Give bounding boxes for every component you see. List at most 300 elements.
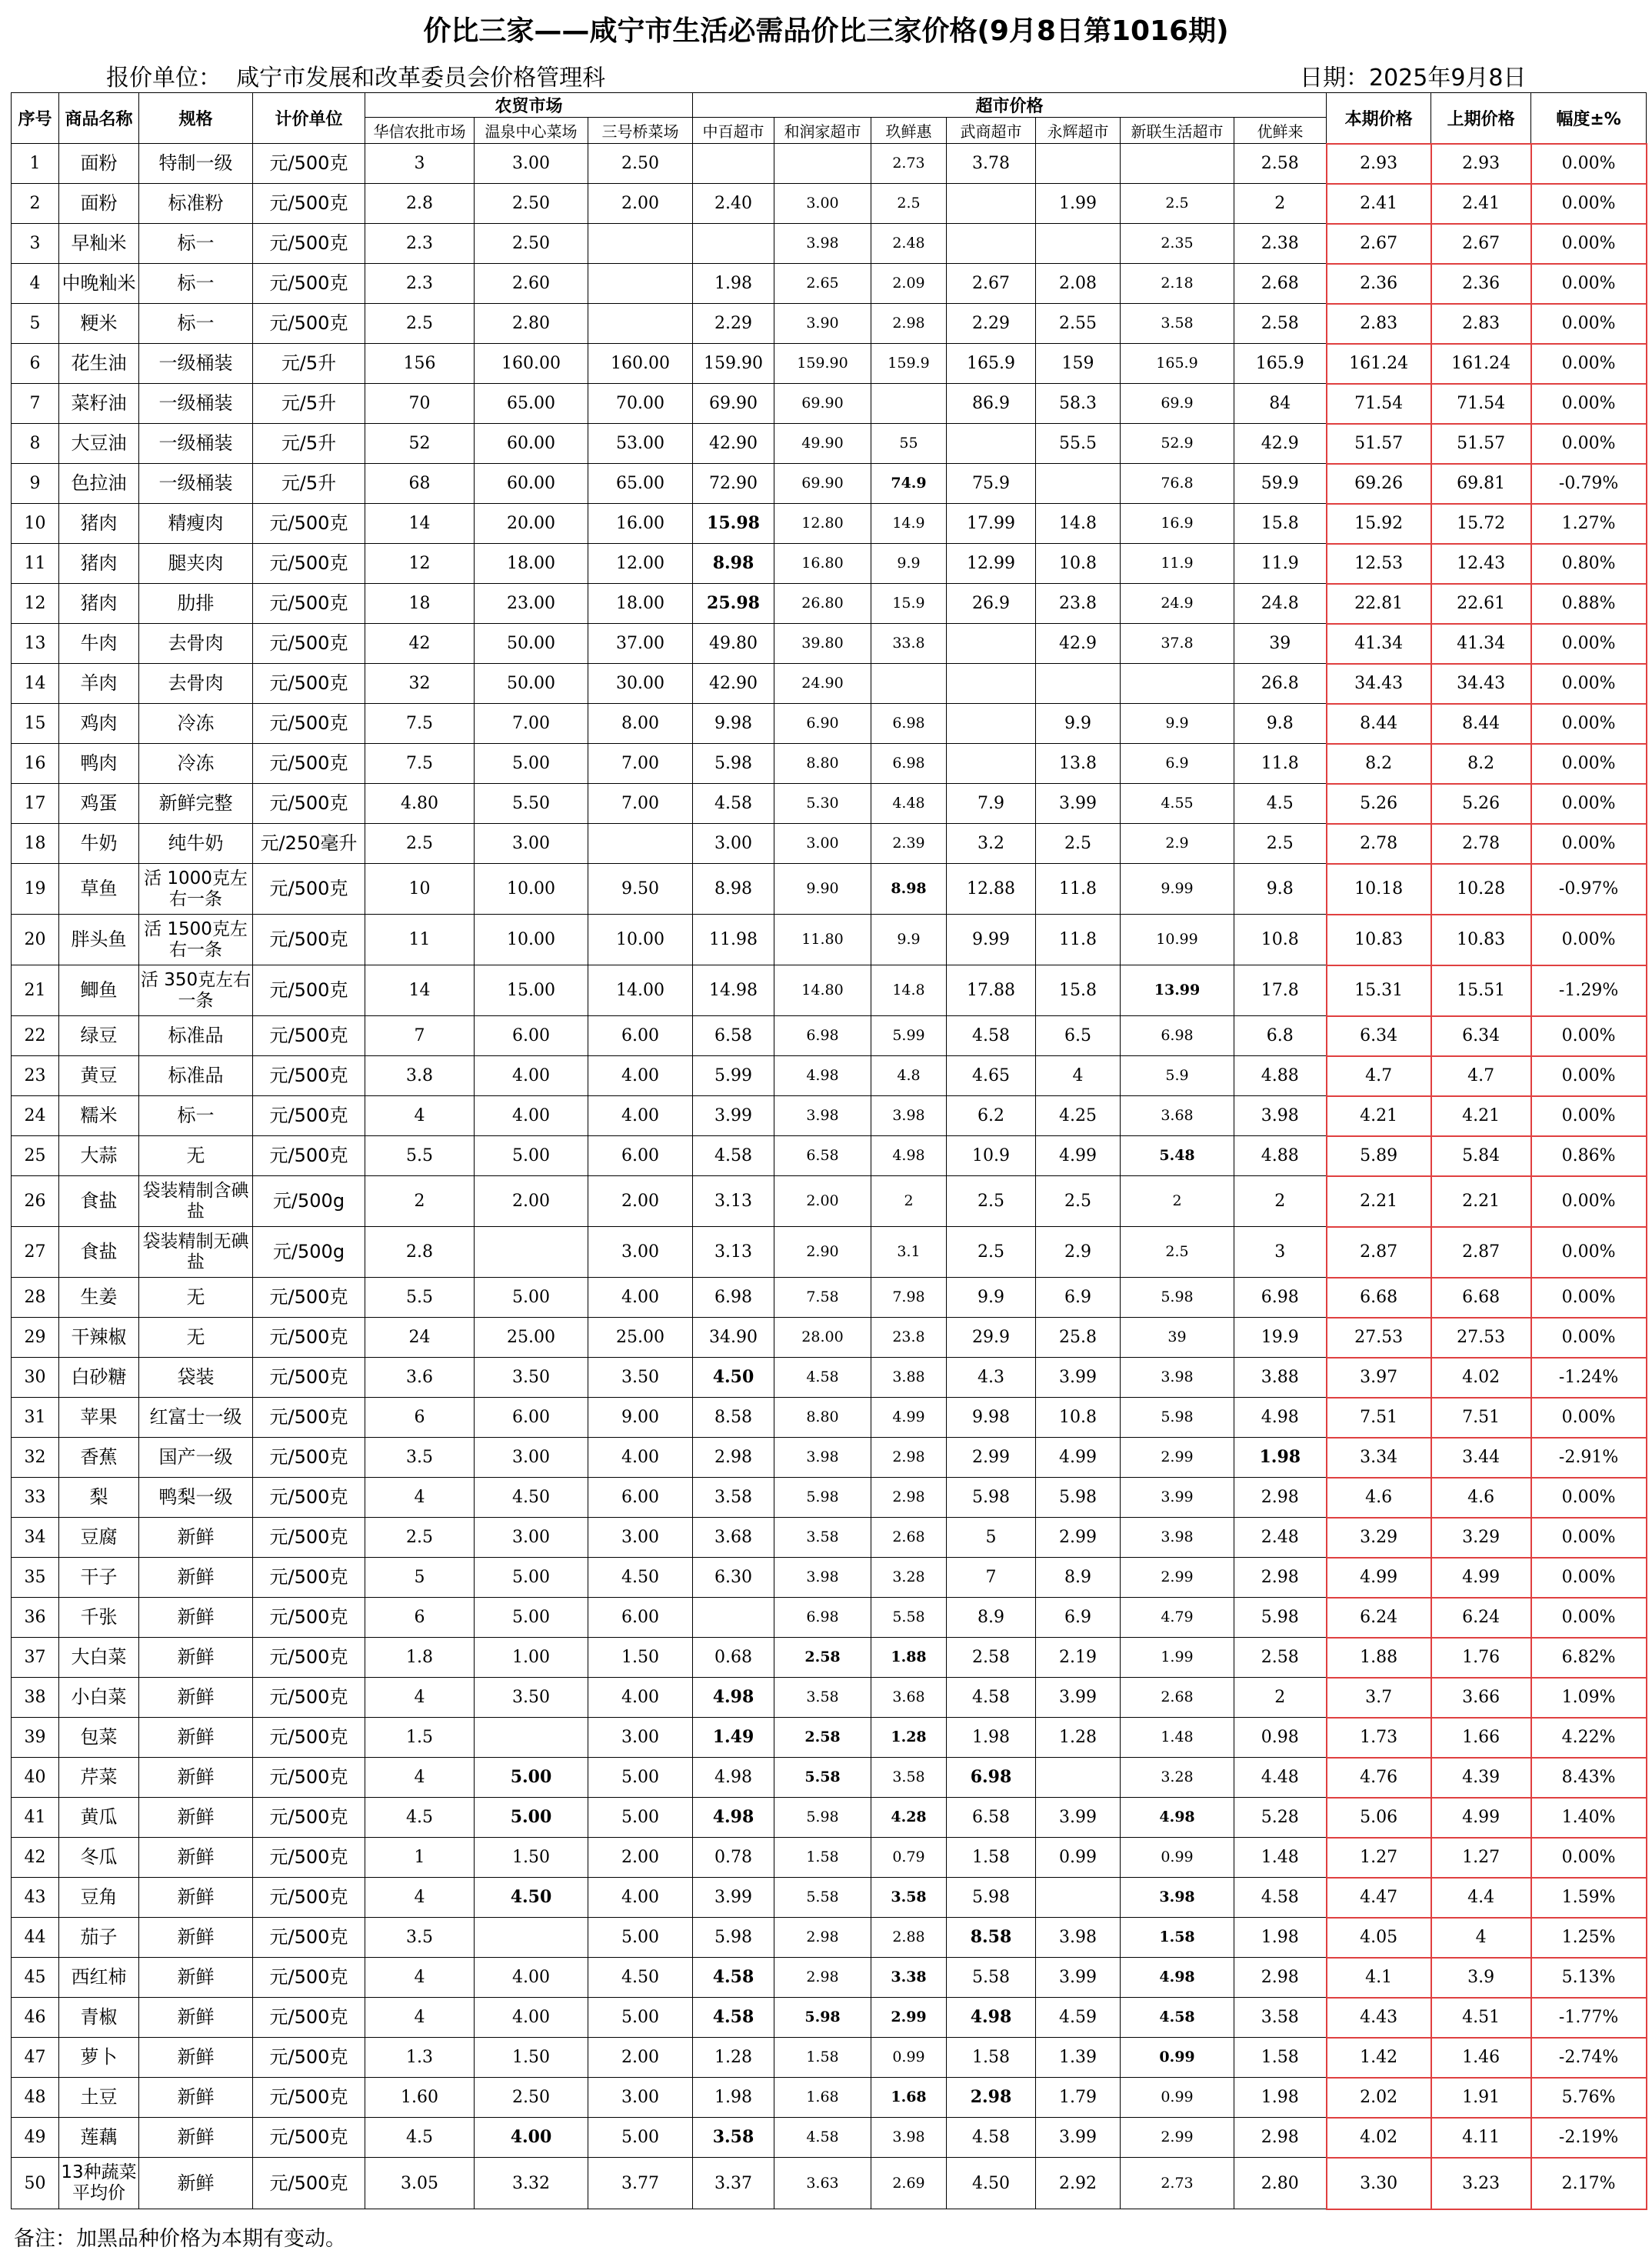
current-price-cell: 4.05 (1327, 1918, 1431, 1958)
supermarket-price-cell: 2.48 (1234, 1518, 1327, 1558)
table-row (12, 1278, 1647, 1318)
supermarket-price-cell: 5.48 (1121, 1136, 1234, 1176)
current-price-cell: 3.97 (1327, 1358, 1431, 1398)
name-cell: 鸭肉 (59, 744, 139, 784)
farm-price-cell: 42 (365, 624, 475, 664)
seq-cell: 29 (12, 1318, 59, 1358)
supermarket-price-cell: 12.99 (947, 544, 1036, 584)
supermarket-price-cell: 11.8 (1036, 915, 1121, 965)
previous-price-cell: 2.21 (1431, 1176, 1531, 1227)
supermarket-price-cell: 5.98 (1234, 1598, 1327, 1638)
change-cell: -1.77% (1531, 1998, 1647, 2038)
supermarket-price-cell: 4.98 (1121, 1798, 1234, 1838)
spec-cell: 标准品 (139, 1056, 253, 1096)
supermarket-price-cell: 4.58 (693, 1998, 774, 2038)
supermarket-price-cell: 14.9 (871, 504, 947, 544)
change-cell: 0.00% (1531, 784, 1647, 824)
supermarket-price-cell: 3.58 (1121, 304, 1234, 344)
spec-cell: 红富士一级 (139, 1398, 253, 1438)
spec-cell: 新鲜 (139, 1718, 253, 1758)
supermarket-price-cell: 2.98 (774, 1958, 871, 1998)
seq-cell: 4 (12, 264, 59, 304)
change-cell: 0.00% (1531, 1016, 1647, 1056)
change-cell: 0.80% (1531, 544, 1647, 584)
change-cell: 0.00% (1531, 1278, 1647, 1318)
farm-price-cell: 2.00 (588, 1176, 693, 1227)
unit-cell: 元/500克 (253, 1016, 365, 1056)
farm-price-cell: 2.50 (475, 184, 588, 224)
name-cell: 冬瓜 (59, 1838, 139, 1878)
header-supermarket-group: 超市价格 (693, 93, 1327, 118)
seq-cell: 1 (12, 144, 59, 184)
supermarket-price-cell: 42.90 (693, 424, 774, 464)
supermarket-price-cell: 3.13 (693, 1227, 774, 1278)
supermarket-price-cell: 5.98 (774, 1798, 871, 1838)
table-row (12, 704, 1647, 744)
spec-cell: 无 (139, 1136, 253, 1176)
supermarket-price-cell: 16.9 (1121, 504, 1234, 544)
supermarket-price-cell: 2 (871, 1176, 947, 1227)
name-cell: 13种蔬菜平均价 (59, 2158, 139, 2209)
name-cell: 鸡蛋 (59, 784, 139, 824)
farm-price-cell: 12 (365, 544, 475, 584)
supermarket-price-cell: 4.58 (947, 1678, 1036, 1718)
supermarket-price-cell: 6.98 (871, 744, 947, 784)
supermarket-price-cell: 3.13 (693, 1176, 774, 1227)
farm-price-cell: 7.5 (365, 704, 475, 744)
supermarket-price-cell: 1.58 (947, 2038, 1036, 2078)
supermarket-price-cell: 6.58 (693, 1016, 774, 1056)
table-row (12, 1358, 1647, 1398)
supermarket-price-cell: 3.98 (774, 224, 871, 264)
supermarket-price-cell: 14.8 (1036, 504, 1121, 544)
supermarket-price-cell: 3.2 (947, 824, 1036, 864)
supermarket-price-cell: 86.9 (947, 384, 1036, 424)
seq-cell: 31 (12, 1398, 59, 1438)
farm-price-cell: 3.00 (588, 1227, 693, 1278)
supermarket-price-cell (693, 144, 774, 184)
supermarket-price-cell: 5.98 (693, 1918, 774, 1958)
farm-price-cell: 20.00 (475, 504, 588, 544)
supermarket-price-cell: 9.99 (1121, 864, 1234, 915)
current-price-cell: 6.24 (1327, 1598, 1431, 1638)
unit-cell: 元/500克 (253, 1056, 365, 1096)
farm-price-cell: 10.00 (475, 915, 588, 965)
spec-cell: 活 1500克左右一条 (139, 915, 253, 965)
supermarket-price-cell: 11.8 (1036, 864, 1121, 915)
supermarket-price-cell: 1.48 (1121, 1718, 1234, 1758)
seq-cell: 46 (12, 1998, 59, 2038)
supermarket-price-cell: 6.9 (1036, 1278, 1121, 1318)
farm-price-cell: 3.00 (588, 2078, 693, 2118)
table-row (12, 1598, 1647, 1638)
farm-price-cell: 156 (365, 344, 475, 384)
previous-price-cell: 3.29 (1431, 1518, 1531, 1558)
unit-cell: 元/5升 (253, 424, 365, 464)
supermarket-price-cell: 2.98 (1234, 1958, 1327, 1998)
farm-price-cell: 4.00 (475, 2118, 588, 2158)
change-cell: -2.91% (1531, 1438, 1647, 1478)
farm-price-cell: 50.00 (475, 624, 588, 664)
supermarket-price-cell: 3.68 (693, 1518, 774, 1558)
supermarket-price-cell: 69.90 (774, 464, 871, 504)
current-price-cell: 4.43 (1327, 1998, 1431, 2038)
table-row (12, 424, 1647, 464)
header-current: 本期价格 (1327, 93, 1431, 144)
unit-cell: 元/500克 (253, 1358, 365, 1398)
previous-price-cell: 1.27 (1431, 1838, 1531, 1878)
supermarket-price-cell: 2.98 (947, 2078, 1036, 2118)
seq-cell: 33 (12, 1478, 59, 1518)
unit-cell: 元/500克 (253, 1318, 365, 1358)
supermarket-price-cell: 6.90 (774, 704, 871, 744)
current-price-cell: 51.57 (1327, 424, 1431, 464)
supermarket-price-cell: 3.99 (1121, 1478, 1234, 1518)
farm-price-cell: 5.5 (365, 1278, 475, 1318)
farm-price-cell: 2.5 (365, 304, 475, 344)
supermarket-price-cell: 15.9 (871, 584, 947, 624)
supermarket-price-cell: 1.98 (693, 264, 774, 304)
supermarket-price-cell: 9.8 (1234, 864, 1327, 915)
supermarket-price-cell: 3.98 (774, 1558, 871, 1598)
unit-cell: 元/500克 (253, 704, 365, 744)
table-row (12, 1518, 1647, 1558)
supermarket-price-cell: 0.99 (871, 2038, 947, 2078)
supermarket-price-cell: 69.90 (774, 384, 871, 424)
table-row (12, 2158, 1647, 2209)
supermarket-price-cell: 9.9 (947, 1278, 1036, 1318)
change-cell: 0.00% (1531, 1478, 1647, 1518)
change-cell: -2.19% (1531, 2118, 1647, 2158)
supermarket-price-cell: 4.98 (1121, 1958, 1234, 1998)
supermarket-price-cell: 5.98 (1036, 1478, 1121, 1518)
supermarket-price-cell (947, 744, 1036, 784)
header-farm-market: 华信农批市场 (365, 118, 475, 144)
supermarket-price-cell: 3.88 (871, 1358, 947, 1398)
table-row (12, 784, 1647, 824)
supermarket-price-cell: 159.90 (774, 344, 871, 384)
supermarket-price-cell: 4.98 (1234, 1398, 1327, 1438)
name-cell: 西红柿 (59, 1958, 139, 1998)
supermarket-price-cell: 17.99 (947, 504, 1036, 544)
unit-cell: 元/500克 (253, 1758, 365, 1798)
supermarket-price-cell: 4.65 (947, 1056, 1036, 1096)
spec-cell: 新鲜 (139, 1798, 253, 1838)
spec-cell: 袋装 (139, 1358, 253, 1398)
change-cell: 0.00% (1531, 1176, 1647, 1227)
supermarket-price-cell: 4.25 (1036, 1096, 1121, 1136)
spec-cell: 鸭梨一级 (139, 1478, 253, 1518)
spec-cell: 新鲜 (139, 1558, 253, 1598)
farm-price-cell: 10.00 (475, 864, 588, 915)
change-cell: 0.00% (1531, 184, 1647, 224)
unit-cell: 元/500克 (253, 1998, 365, 2038)
supermarket-price-cell (947, 664, 1036, 704)
supermarket-price-cell: 4.58 (1121, 1998, 1234, 2038)
supermarket-price-cell: 5.98 (1121, 1278, 1234, 1318)
supermarket-price-cell: 2.5 (1036, 824, 1121, 864)
current-price-cell: 8.2 (1327, 744, 1431, 784)
name-cell: 小白菜 (59, 1678, 139, 1718)
header-supermarket: 优鲜来 (1234, 118, 1327, 144)
supermarket-price-cell: 23.8 (1036, 584, 1121, 624)
supermarket-price-cell: 8.58 (947, 1918, 1036, 1958)
supermarket-price-cell: 8.98 (693, 864, 774, 915)
unit-cell: 元/500克 (253, 584, 365, 624)
supermarket-price-cell: 55.5 (1036, 424, 1121, 464)
farm-price-cell: 4 (365, 1678, 475, 1718)
supermarket-price-cell (947, 184, 1036, 224)
supermarket-price-cell: 5.98 (693, 744, 774, 784)
spec-cell: 新鲜 (139, 1678, 253, 1718)
previous-price-cell: 4.51 (1431, 1998, 1531, 2038)
unit-cell: 元/500克 (253, 2038, 365, 2078)
supermarket-price-cell: 84 (1234, 384, 1327, 424)
name-cell: 食盐 (59, 1227, 139, 1278)
unit-cell: 元/500克 (253, 1438, 365, 1478)
farm-price-cell: 4 (365, 1958, 475, 1998)
supermarket-price-cell: 1.98 (1234, 2078, 1327, 2118)
supermarket-price-cell: 2.09 (871, 264, 947, 304)
supermarket-price-cell: 3.99 (693, 1096, 774, 1136)
farm-price-cell: 4.00 (475, 1096, 588, 1136)
supermarket-price-cell: 14.98 (693, 965, 774, 1016)
change-cell: 0.00% (1531, 1398, 1647, 1438)
farm-price-cell: 1.50 (588, 1638, 693, 1678)
supermarket-price-cell: 0.99 (1121, 1838, 1234, 1878)
farm-price-cell: 4 (365, 1878, 475, 1918)
supermarket-price-cell (1036, 464, 1121, 504)
supermarket-price-cell: 39 (1121, 1318, 1234, 1358)
supermarket-price-cell: 1.28 (871, 1718, 947, 1758)
change-cell: 0.00% (1531, 384, 1647, 424)
table-row (12, 1758, 1647, 1798)
unit-cell: 元/500克 (253, 1718, 365, 1758)
unit-cell: 元/250毫升 (253, 824, 365, 864)
name-cell: 土豆 (59, 2078, 139, 2118)
supermarket-price-cell: 24.8 (1234, 584, 1327, 624)
current-price-cell: 71.54 (1327, 384, 1431, 424)
seq-cell: 34 (12, 1518, 59, 1558)
table-row (12, 584, 1647, 624)
table-row (12, 1798, 1647, 1838)
supermarket-price-cell: 3.58 (774, 1678, 871, 1718)
supermarket-price-cell: 3.63 (774, 2158, 871, 2209)
supermarket-price-cell: 24.90 (774, 664, 871, 704)
supermarket-price-cell: 6.98 (693, 1278, 774, 1318)
supermarket-price-cell: 2.58 (1234, 304, 1327, 344)
farm-price-cell: 3.50 (475, 1358, 588, 1398)
previous-price-cell: 4.21 (1431, 1096, 1531, 1136)
seq-cell: 45 (12, 1958, 59, 1998)
supermarket-price-cell: 17.8 (1234, 965, 1327, 1016)
table-row (12, 1096, 1647, 1136)
farm-price-cell: 3.6 (365, 1358, 475, 1398)
unit-cell: 元/500克 (253, 144, 365, 184)
supermarket-price-cell: 72.90 (693, 464, 774, 504)
change-cell: 0.00% (1531, 264, 1647, 304)
name-cell: 香蕉 (59, 1438, 139, 1478)
table-row (12, 144, 1647, 184)
supermarket-price-cell: 9.9 (1036, 704, 1121, 744)
farm-price-cell: 2.50 (588, 144, 693, 184)
previous-price-cell: 69.81 (1431, 464, 1531, 504)
supermarket-price-cell: 7 (947, 1558, 1036, 1598)
seq-cell: 20 (12, 915, 59, 965)
change-cell: 4.22% (1531, 1718, 1647, 1758)
seq-cell: 48 (12, 2078, 59, 2118)
spec-cell: 活 1000克左右一条 (139, 864, 253, 915)
supermarket-price-cell: 3.37 (693, 2158, 774, 2209)
supermarket-price-cell: 5.98 (1121, 1398, 1234, 1438)
seq-cell: 37 (12, 1638, 59, 1678)
table-body (12, 144, 1647, 2209)
supermarket-price-cell: 5.30 (774, 784, 871, 824)
farm-price-cell: 9.50 (588, 864, 693, 915)
supermarket-price-cell: 3.68 (1121, 1096, 1234, 1136)
seq-cell: 11 (12, 544, 59, 584)
farm-price-cell: 1.5 (365, 1718, 475, 1758)
supermarket-price-cell: 8.80 (774, 1398, 871, 1438)
supermarket-price-cell: 2.5 (1121, 184, 1234, 224)
supermarket-price-cell: 2.5 (1036, 1176, 1121, 1227)
farm-price-cell: 5 (365, 1558, 475, 1598)
farm-price-cell: 1.50 (475, 1838, 588, 1878)
supermarket-price-cell: 6.5 (1036, 1016, 1121, 1056)
unit-cell: 元/500克 (253, 1798, 365, 1838)
change-cell: 0.00% (1531, 224, 1647, 264)
table-row (12, 1478, 1647, 1518)
header-farm-market: 温泉中心菜场 (475, 118, 588, 144)
supermarket-price-cell: 10.9 (947, 1136, 1036, 1176)
table-row (12, 915, 1647, 965)
unit-cell: 元/500g (253, 1176, 365, 1227)
farm-price-cell: 6.00 (475, 1016, 588, 1056)
spec-cell: 新鲜 (139, 1758, 253, 1798)
current-price-cell: 4.76 (1327, 1758, 1431, 1798)
seq-cell: 13 (12, 624, 59, 664)
farm-price-cell: 14 (365, 965, 475, 1016)
supermarket-price-cell: 55 (871, 424, 947, 464)
supermarket-price-cell: 6.98 (871, 704, 947, 744)
farm-price-cell: 6.00 (588, 1136, 693, 1176)
spec-cell: 新鲜 (139, 1958, 253, 1998)
farm-price-cell: 60.00 (475, 424, 588, 464)
page-title: 价比三家——咸宁市生活必需品价比三家价格(9月8日第1016期) (423, 15, 1229, 47)
farm-price-cell (475, 1227, 588, 1278)
current-price-cell: 4.21 (1327, 1096, 1431, 1136)
farm-price-cell: 3.32 (475, 2158, 588, 2209)
farm-price-cell: 4.00 (588, 1878, 693, 1918)
previous-price-cell: 3.9 (1431, 1958, 1531, 1998)
change-cell: 0.00% (1531, 1227, 1647, 1278)
supermarket-price-cell: 3.38 (871, 1958, 947, 1998)
farm-price-cell: 4.80 (365, 784, 475, 824)
supermarket-price-cell: 3.98 (1121, 1358, 1234, 1398)
table-row (12, 2038, 1647, 2078)
unit-cell: 元/500克 (253, 784, 365, 824)
spec-cell: 纯牛奶 (139, 824, 253, 864)
supermarket-price-cell: 2.98 (1234, 1558, 1327, 1598)
change-cell: 0.00% (1531, 1056, 1647, 1096)
farm-price-cell: 3.00 (588, 1718, 693, 1758)
current-price-cell: 3.30 (1327, 2158, 1431, 2209)
supermarket-price-cell: 2.68 (871, 1518, 947, 1558)
previous-price-cell: 7.51 (1431, 1398, 1531, 1438)
seq-cell: 9 (12, 464, 59, 504)
supermarket-price-cell: 4.50 (693, 1358, 774, 1398)
seq-cell: 24 (12, 1096, 59, 1136)
supermarket-price-cell (947, 424, 1036, 464)
supermarket-price-cell: 2.73 (1121, 2158, 1234, 2209)
supermarket-price-cell: 58.3 (1036, 384, 1121, 424)
unit-cell: 元/500克 (253, 915, 365, 965)
spec-cell: 一级桶装 (139, 384, 253, 424)
name-cell: 猪肉 (59, 504, 139, 544)
farm-price-cell: 4.00 (588, 1438, 693, 1478)
supermarket-price-cell (947, 704, 1036, 744)
supermarket-price-cell: 2.18 (1121, 264, 1234, 304)
name-cell: 猪肉 (59, 584, 139, 624)
header-supermarket: 新联生活超市 (1121, 118, 1234, 144)
farm-price-cell: 2.00 (475, 1176, 588, 1227)
supermarket-price-cell: 2.5 (1234, 824, 1327, 864)
spec-cell: 腿夹肉 (139, 544, 253, 584)
seq-cell: 41 (12, 1798, 59, 1838)
current-price-cell: 5.06 (1327, 1798, 1431, 1838)
unit-cell: 元/5升 (253, 464, 365, 504)
spec-cell: 标一 (139, 304, 253, 344)
farm-price-cell: 70.00 (588, 384, 693, 424)
supermarket-price-cell: 9.90 (774, 864, 871, 915)
supermarket-price-cell: 2.08 (1036, 264, 1121, 304)
unit-cell: 元/500克 (253, 304, 365, 344)
change-cell: 1.25% (1531, 1918, 1647, 1958)
farm-price-cell: 4.50 (588, 1558, 693, 1598)
supermarket-price-cell: 4.58 (1234, 1878, 1327, 1918)
supermarket-price-cell: 4.48 (1234, 1758, 1327, 1798)
change-cell: 1.27% (1531, 504, 1647, 544)
farm-price-cell: 8.00 (588, 704, 693, 744)
previous-price-cell: 2.78 (1431, 824, 1531, 864)
supermarket-price-cell: 5.99 (871, 1016, 947, 1056)
supermarket-price-cell: 7.9 (947, 784, 1036, 824)
name-cell: 胖头鱼 (59, 915, 139, 965)
change-cell: -1.29% (1531, 965, 1647, 1016)
supermarket-price-cell: 3.98 (1234, 1096, 1327, 1136)
unit-cell: 元/500克 (253, 1878, 365, 1918)
name-cell: 早籼米 (59, 224, 139, 264)
supermarket-price-cell (1036, 224, 1121, 264)
header-name: 商品名称 (59, 93, 139, 144)
farm-price-cell: 18.00 (588, 584, 693, 624)
seq-cell: 3 (12, 224, 59, 264)
supermarket-price-cell: 8.9 (947, 1598, 1036, 1638)
supermarket-price-cell: 4.48 (871, 784, 947, 824)
farm-price-cell: 5.00 (588, 2118, 693, 2158)
supermarket-price-cell: 165.9 (1121, 344, 1234, 384)
supermarket-price-cell: 39 (1234, 624, 1327, 664)
header-supermarket: 中百超市 (693, 118, 774, 144)
supermarket-price-cell (1036, 144, 1121, 184)
previous-price-cell: 15.72 (1431, 504, 1531, 544)
spec-cell: 新鲜 (139, 1518, 253, 1558)
change-cell: 8.43% (1531, 1758, 1647, 1798)
farm-price-cell: 5.50 (475, 784, 588, 824)
name-cell: 鲫鱼 (59, 965, 139, 1016)
supermarket-price-cell: 3.58 (693, 1478, 774, 1518)
supermarket-price-cell: 9.98 (693, 704, 774, 744)
